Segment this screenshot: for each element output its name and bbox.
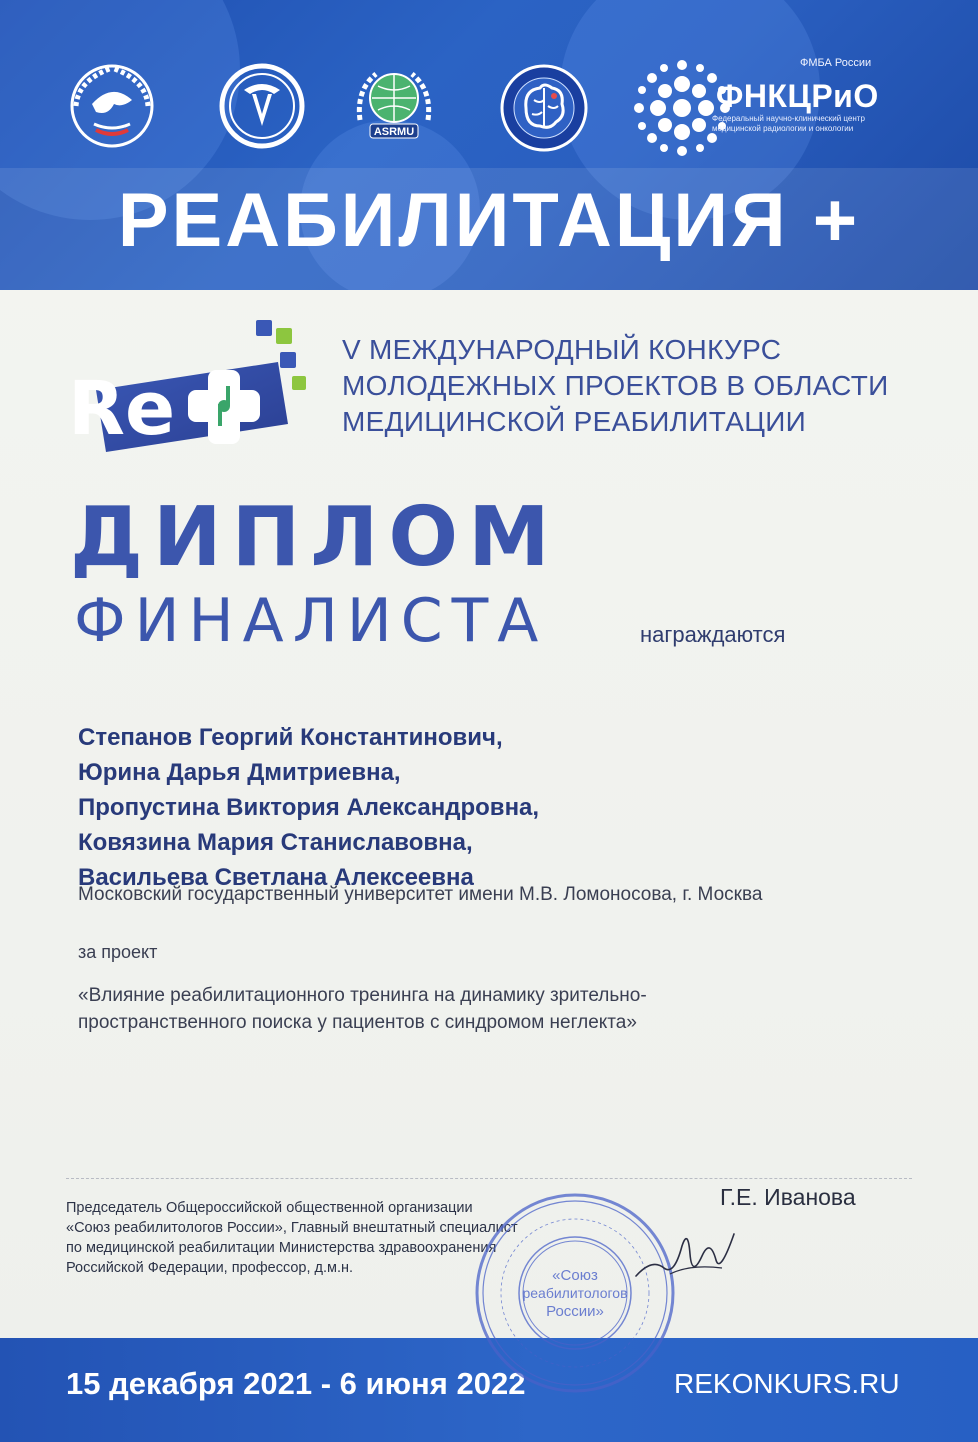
svg-text:Re: Re bbox=[68, 366, 176, 452]
contest-line: МЕДИЦИНСКОЙ РЕАБИЛИТАЦИИ bbox=[342, 406, 807, 437]
awarded-label: награждаются bbox=[640, 622, 786, 647]
recipient-name: Ковязина Мария Станиславовна, bbox=[78, 829, 473, 856]
top-banner bbox=[0, 0, 978, 290]
project-title bbox=[78, 982, 778, 1036]
banner-title: РЕАБИЛИТАЦИЯ + bbox=[117, 178, 861, 263]
fnkcrio-name: ФНКЦРиО bbox=[716, 78, 879, 114]
university-name: Московский государственный университет имени М.В. Ломоносова, г. Москва bbox=[78, 884, 763, 905]
recipient-name: Васильева Светлана Алексеевна bbox=[78, 864, 474, 891]
svg-text:реабилитологов: реабилитологов bbox=[522, 1285, 628, 1301]
chairman-line: Председатель Общероссийской общественной организации bbox=[66, 1200, 473, 1216]
chairman-line: по медицинской реабилитации Министерства здравоохранения bbox=[66, 1240, 497, 1256]
re-plus-logo bbox=[66, 316, 322, 466]
fnkcrio-subtitle: Федеральный научно-клинический центр медицинской радиологии и онкологии bbox=[712, 114, 865, 133]
svg-text:ASRMU: ASRMU bbox=[373, 126, 415, 138]
contest-line: МОЛОДЕЖНЫХ ПРОЕКТОВ В ОБЛАСТИ bbox=[342, 370, 889, 401]
contest-title bbox=[342, 332, 942, 440]
asrmu-emblem-icon bbox=[346, 60, 442, 156]
contest-line: V МЕЖДУНАРОДНЫЙ КОНКУРС bbox=[342, 334, 782, 365]
svg-text:России»: России» bbox=[546, 1303, 604, 1320]
university-emblem-icon bbox=[216, 60, 308, 152]
project-title-line: «Влияние реабилитационного тренинга на динамику зрительно- bbox=[78, 985, 647, 1006]
signer-name: Г.Е. Иванова bbox=[720, 1184, 856, 1210]
contest-dates: 15 декабря 2021 - 6 июня 2022 bbox=[66, 1366, 526, 1401]
diploma-title: ДИПЛОМ bbox=[70, 490, 560, 585]
project-title-line: пространственного поиска у пациентов с синдромом неглекта» bbox=[78, 1012, 637, 1033]
recipient-list bbox=[78, 720, 539, 895]
signature-divider bbox=[66, 1178, 912, 1179]
chairman-line: «Союз реабилитологов России», Главный внештатный специалист bbox=[66, 1220, 518, 1236]
handwritten-signature bbox=[630, 1216, 740, 1296]
website-link[interactable]: REKONKURS.RU bbox=[674, 1368, 900, 1399]
diploma-subtitle: ФИНАЛИСТА bbox=[74, 586, 548, 656]
brain-center-emblem-icon bbox=[496, 60, 592, 156]
recipient-name: Пропустина Виктория Александровна, bbox=[78, 794, 540, 821]
fmba-label: ФМБА России bbox=[800, 57, 872, 69]
un-emblem-icon bbox=[66, 60, 158, 152]
svg-text:«Союз: «Союз bbox=[552, 1267, 598, 1284]
chairman-line: Российской Федерации, профессор, д.м.н. bbox=[66, 1260, 354, 1276]
for-project-label: за проект bbox=[78, 942, 158, 962]
recipient-name: Степанов Георгий Константинович, bbox=[78, 724, 503, 751]
recipient-name: Юрина Дарья Дмитриевна, bbox=[78, 759, 401, 786]
